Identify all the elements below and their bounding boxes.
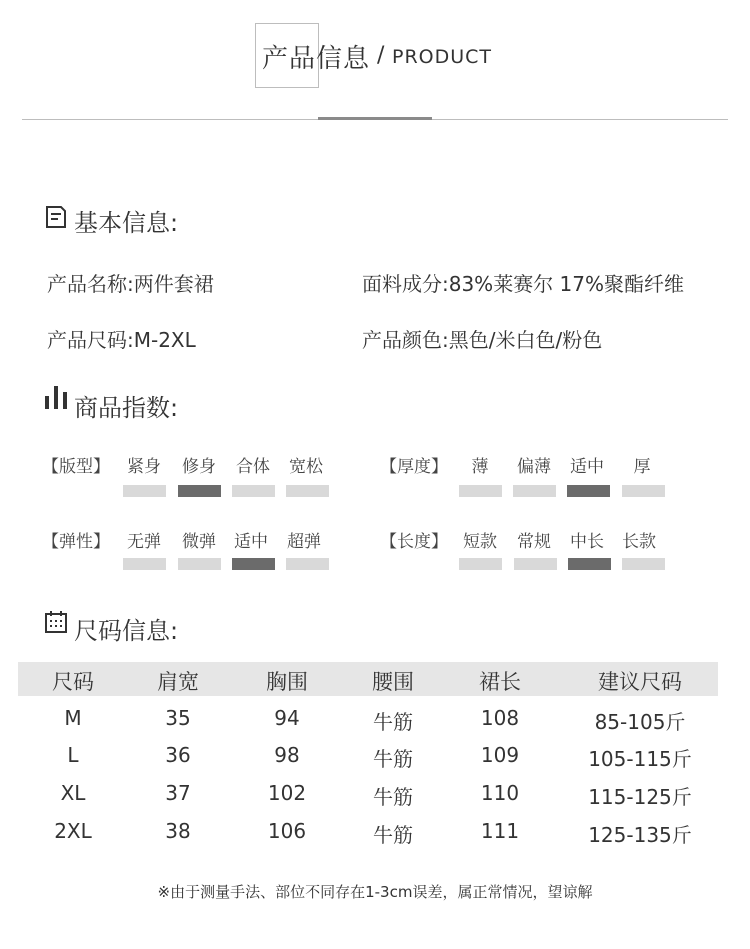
page-title: 产品信息 <box>262 44 371 74</box>
fit-option: 宽松 <box>289 457 323 477</box>
table-cell: 125-135斤 <box>588 823 692 847</box>
table-cell: 115-125斤 <box>588 785 692 809</box>
elasticity-label: 【弹性】 <box>42 532 110 552</box>
table-cell: 105-115斤 <box>588 747 692 771</box>
calendar-icon <box>44 610 68 634</box>
thickness-bar <box>622 485 665 497</box>
thickness-bar <box>513 485 556 497</box>
table-cell: 111 <box>480 819 520 843</box>
table-cell: 牛筋 <box>373 747 413 771</box>
fit-label: 【版型】 <box>42 457 110 477</box>
column-header: 建议尺码 <box>598 670 682 694</box>
length-option: 长款 <box>622 532 656 552</box>
table-cell: 85-105斤 <box>594 710 686 734</box>
fit-option: 修身 <box>182 457 216 477</box>
elasticity-bar <box>232 558 275 570</box>
table-cell: 38 <box>165 819 191 843</box>
size-heading: 尺码信息: <box>74 617 179 645</box>
column-header: 裙长 <box>479 670 521 694</box>
length-option: 短款 <box>463 532 497 552</box>
elasticity-bar <box>286 558 329 570</box>
length-bar <box>459 558 502 570</box>
fit-bar <box>232 485 275 497</box>
length-label: 【长度】 <box>380 532 448 552</box>
thickness-label: 【厚度】 <box>380 457 448 477</box>
fit-bar <box>123 485 166 497</box>
table-cell: M <box>64 706 82 730</box>
index-heading: 商品指数: <box>74 394 179 422</box>
column-header: 肩宽 <box>157 670 199 694</box>
product-color: 产品颜色:黑色/米白色/粉色 <box>362 328 603 352</box>
measurement-note: ※由于测量手法、部位不同存在1-3cm误差，属正常情况，望谅解 <box>157 883 593 901</box>
fit-option: 紧身 <box>127 457 161 477</box>
length-bar <box>568 558 611 570</box>
table-cell: 98 <box>274 743 300 767</box>
basic-info-heading: 基本信息: <box>74 209 179 237</box>
elasticity-option: 超弹 <box>287 532 321 552</box>
table-cell: 牛筋 <box>373 710 413 734</box>
title-separator: / <box>377 43 385 68</box>
column-header: 胸围 <box>266 670 308 694</box>
thickness-bar <box>567 485 610 497</box>
product-size: 产品尺码:M-2XL <box>47 328 196 352</box>
length-option: 常规 <box>517 532 551 552</box>
elasticity-bar <box>178 558 221 570</box>
table-cell: 108 <box>480 706 520 730</box>
header-divider-accent <box>318 117 432 120</box>
elasticity-option: 微弹 <box>182 532 216 552</box>
product-name: 产品名称:两件套裙 <box>47 272 214 296</box>
table-cell: 牛筋 <box>373 785 413 809</box>
table-cell: 37 <box>165 781 191 805</box>
length-bar <box>514 558 557 570</box>
thickness-option: 薄 <box>471 457 489 477</box>
table-cell: 106 <box>267 819 307 843</box>
fabric-composition: 面料成分:83%莱赛尔 17%聚酯纤维 <box>362 272 685 296</box>
bar-chart-icon <box>44 385 68 409</box>
table-cell: XL <box>60 781 86 805</box>
table-cell: 102 <box>267 781 307 805</box>
column-header: 腰围 <box>372 670 414 694</box>
length-bar <box>622 558 665 570</box>
table-cell: 109 <box>480 743 520 767</box>
table-cell: 94 <box>274 706 300 730</box>
fit-option: 合体 <box>236 457 270 477</box>
table-cell: 110 <box>480 781 520 805</box>
elasticity-option: 无弹 <box>127 532 161 552</box>
table-cell: L <box>67 743 79 767</box>
table-cell: 牛筋 <box>373 823 413 847</box>
elasticity-bar <box>123 558 166 570</box>
document-icon <box>44 205 68 229</box>
elasticity-option: 适中 <box>234 532 268 552</box>
fit-bar <box>178 485 221 497</box>
fit-bar <box>286 485 329 497</box>
table-cell: 35 <box>165 706 191 730</box>
thickness-bar <box>459 485 502 497</box>
thickness-option: 厚 <box>633 457 651 477</box>
length-option: 中长 <box>570 532 604 552</box>
column-header: 尺码 <box>52 670 94 694</box>
page-subtitle: PRODUCT <box>392 46 493 68</box>
table-cell: 2XL <box>54 819 92 843</box>
thickness-option: 适中 <box>570 457 604 477</box>
table-cell: 36 <box>165 743 191 767</box>
thickness-option: 偏薄 <box>517 457 551 477</box>
